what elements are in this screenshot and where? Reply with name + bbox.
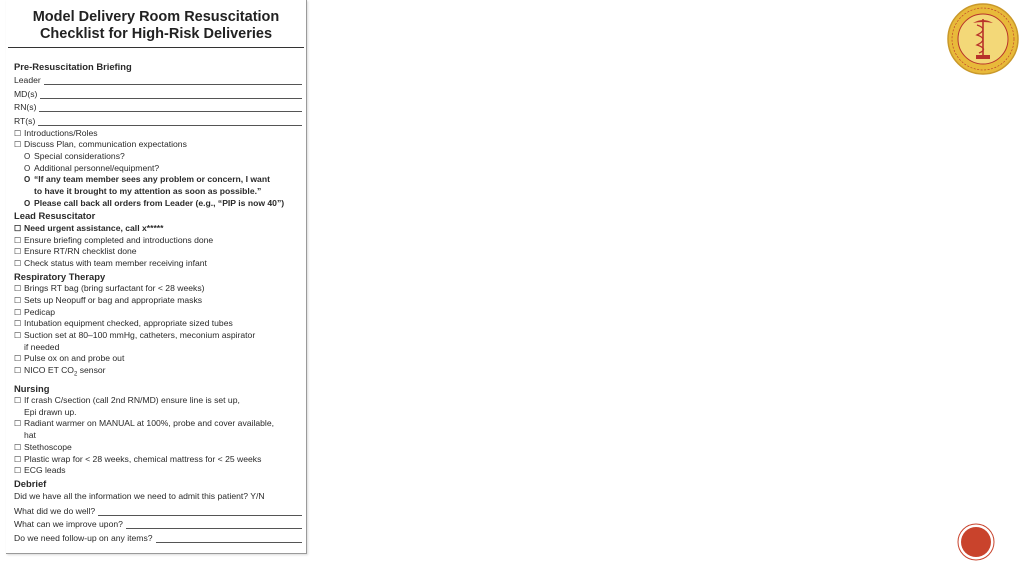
debrief-question-4: Do we need follow-up on any items? xyxy=(14,531,302,545)
checklist-item: ☐ Check status with team member receiving infant xyxy=(14,258,207,269)
nico-text: NICO ET $CO_2$ sensor xyxy=(24,365,106,378)
checklist-item: ☐ Ensure RT/RN checklist done xyxy=(14,246,137,257)
checklist-item: ☐ Pulse ox on and probe out xyxy=(14,353,125,364)
checklist-item: ☐ Plastic wrap for < 28 weeks, chemical mattress for < 25 weeks xyxy=(14,453,262,464)
section-heading-nursing: Nursing xyxy=(14,382,50,394)
checklist-item: ☐ Intubation equipment checked, appropriate sized tubes xyxy=(14,318,233,329)
field-leader: Leader xyxy=(14,74,302,88)
slide-number-badge xyxy=(957,523,995,561)
institute-seal-logo xyxy=(947,3,1019,75)
checkbox-icon: ☐ xyxy=(14,366,22,376)
field-rn: RN(s) xyxy=(14,101,302,115)
checklist-item: ☐ Radiant warmer on MANUAL at 100%, probe and cover available, xyxy=(14,418,274,429)
checkbox-icon: ☐ xyxy=(14,466,22,476)
checklist-item: ☐ Need urgent assistance, call x***** xyxy=(14,222,164,233)
sub-item: O Additional personnel/equipment? xyxy=(24,162,160,173)
debrief-question-3: What can we improve upon? xyxy=(14,518,302,532)
checkbox-icon: ☐ xyxy=(14,140,22,150)
circle-bullet-icon: O xyxy=(24,175,31,185)
checkbox-icon: ☐ xyxy=(14,454,22,464)
sub-item: O Please call back all orders from Leader (e.g., “PIP is now 40”) xyxy=(24,197,285,208)
checkbox-icon: ☐ xyxy=(14,223,22,233)
fill-line xyxy=(126,528,302,529)
checkbox-icon: ☐ xyxy=(14,295,22,305)
checkbox-icon: ☐ xyxy=(14,396,22,406)
checklist-document xyxy=(6,0,307,554)
checkbox-icon: ☐ xyxy=(14,419,22,429)
title-line-1: Model Delivery Room Resuscitation xyxy=(32,9,280,25)
checklist-item xyxy=(14,365,302,381)
fill-line xyxy=(38,125,302,126)
checkbox-icon: ☐ xyxy=(14,442,22,452)
sub-item: O “If any team member sees any problem or concern, I want xyxy=(24,174,270,185)
checkbox-icon: ☐ xyxy=(14,331,22,341)
checkbox-icon: ☐ xyxy=(14,259,22,269)
checklist-item: ☐ Pedicap xyxy=(14,306,56,317)
fill-line xyxy=(98,515,302,516)
section-heading-lead: Lead Resuscitator xyxy=(14,210,96,222)
fill-line xyxy=(40,98,302,99)
checkbox-icon: ☐ xyxy=(14,247,22,257)
checklist-item: ☐ Stethoscope xyxy=(14,441,72,452)
checklist-item: ☐ ECG leads xyxy=(14,465,66,476)
seal-base-mark xyxy=(976,55,990,59)
checklist-item-continued: if needed xyxy=(24,341,60,352)
checklist-item: ☐ Discuss Plan, communication expectations xyxy=(14,139,187,150)
checkbox-icon: ☐ xyxy=(14,235,22,245)
checklist-body xyxy=(14,60,302,545)
badge-disc xyxy=(961,527,991,557)
document-title xyxy=(6,9,306,43)
title-divider xyxy=(8,47,304,48)
circle-bullet-icon: O xyxy=(24,163,31,173)
sub-item-continued: to have it brought to my attention as soon as possible.” xyxy=(34,186,262,197)
fill-line xyxy=(44,84,302,85)
checklist-item: ☐ Ensure briefing completed and introductions done xyxy=(14,234,214,245)
checklist-item: ☐ Sets up Neopuff or bag and appropriate masks xyxy=(14,294,203,305)
checkbox-icon: ☐ xyxy=(14,354,22,364)
circle-bullet-icon: O xyxy=(24,198,31,208)
field-rt: RT(s) xyxy=(14,114,302,128)
checklist-item: ☐ If crash C/section (call 2nd RN/MD) ensure line is set up, xyxy=(14,395,240,406)
title-line-2: Checklist for High-Risk Deliveries xyxy=(39,26,273,42)
fill-line xyxy=(39,111,302,112)
section-heading-respiratory: Respiratory Therapy xyxy=(14,270,106,282)
fill-line xyxy=(156,542,302,543)
circle-bullet-icon: O xyxy=(24,151,31,161)
checklist-item: ☐ Introductions/Roles xyxy=(14,127,98,138)
checkbox-icon: ☐ xyxy=(14,319,22,329)
section-heading-pre-briefing: Pre-Resuscitation Briefing xyxy=(14,61,132,72)
checkbox-icon: ☐ xyxy=(14,284,22,294)
checklist-item-continued: hat xyxy=(24,430,36,441)
field-md: MD(s) xyxy=(14,87,302,101)
checkbox-icon: ☐ xyxy=(14,128,22,138)
debrief-question-2: What did we do well? xyxy=(14,504,302,518)
section-heading-debrief: Debrief xyxy=(14,478,47,489)
debrief-question-1: Did we have all the information we need to admit this patient? Y/N xyxy=(14,490,265,501)
checklist-item-continued: Epi drawn up. xyxy=(24,406,77,417)
checklist-item: ☐ Suction set at 80–100 mmHg, catheters, meconium aspirator xyxy=(14,330,256,341)
sub-item: O Special considerations? xyxy=(24,150,125,161)
checklist-item: ☐ Brings RT bag (bring surfactant for < 28 weeks) xyxy=(14,283,205,294)
checkbox-icon: ☐ xyxy=(14,307,22,317)
